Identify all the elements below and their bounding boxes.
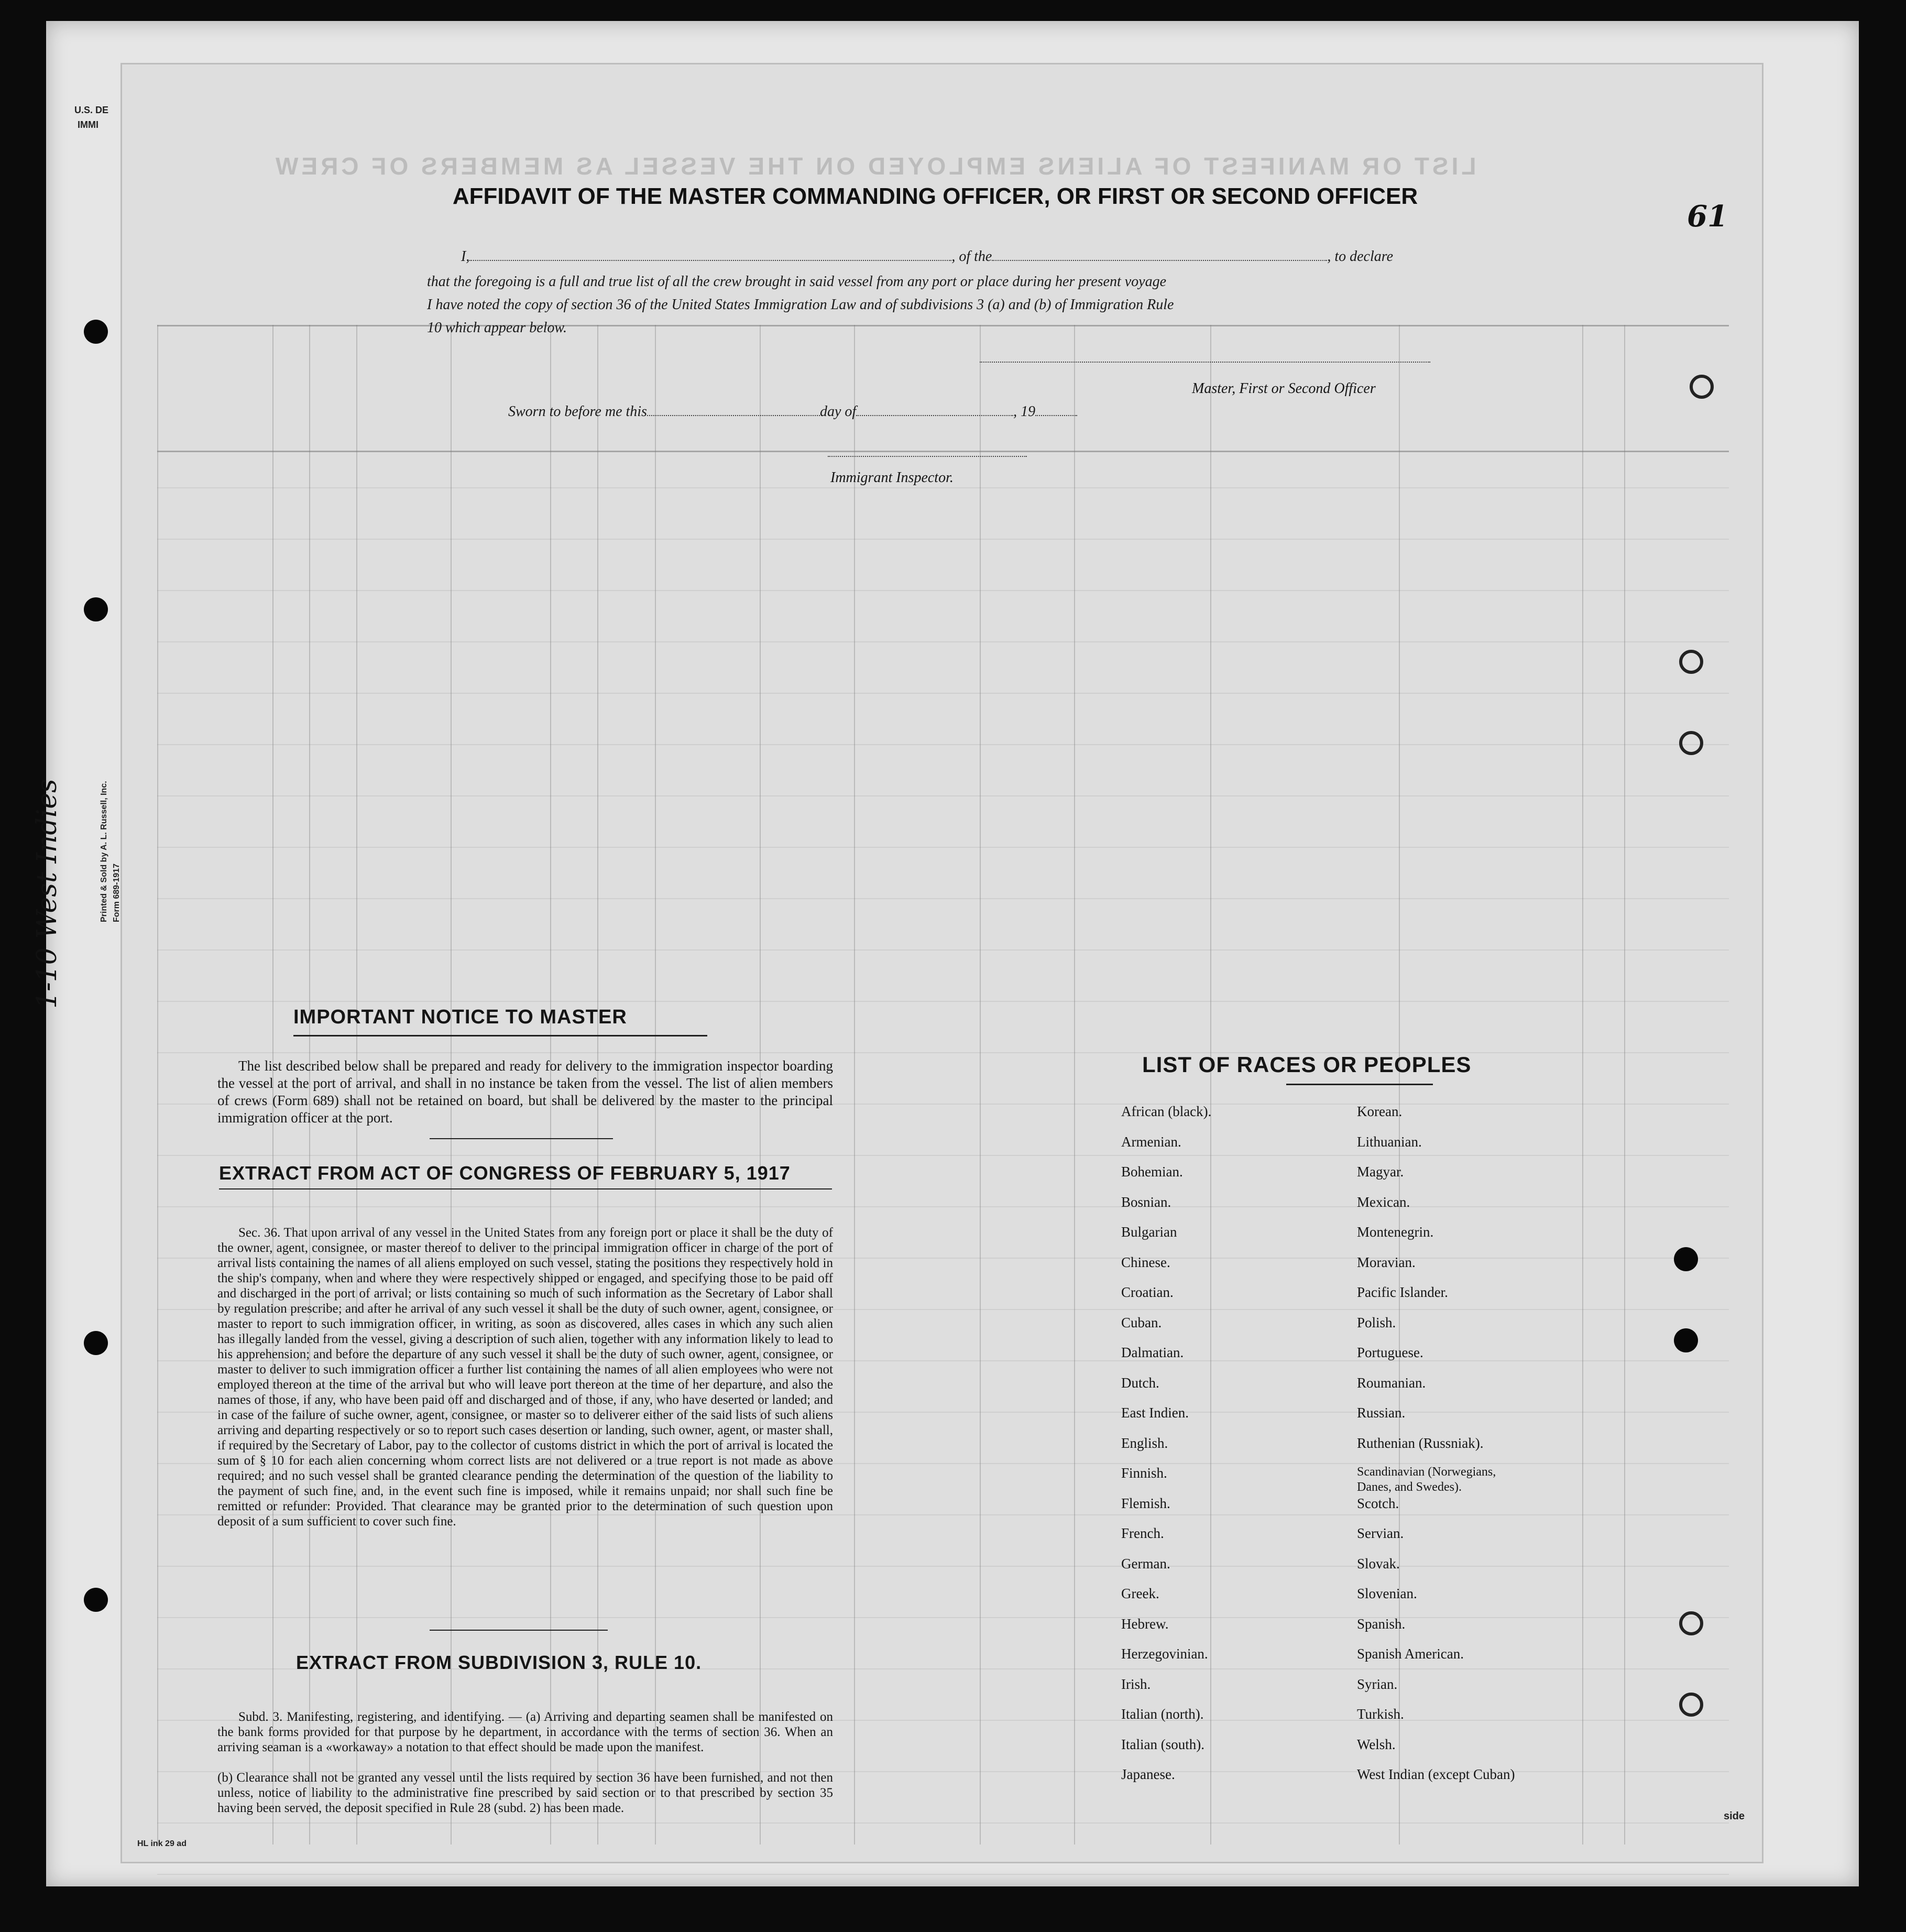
punch-hole [84,1331,108,1355]
ghost-row-line [157,898,1729,899]
punch-hole [1674,1247,1698,1271]
race-item: Korean. [1357,1104,1403,1119]
master-label: Master, First or Second Officer [1192,380,1376,397]
race-item: Polish. [1357,1314,1396,1330]
race-item: Ruthenian (Russniak). [1357,1435,1484,1451]
race-item: Finnish. [1121,1465,1167,1481]
ghost-row-line [157,693,1729,694]
race-item: Montenegrin. [1357,1224,1434,1240]
notice-heading-rule [293,1035,707,1036]
rule-text-b: (b) Clearance shall not be granted any vessel until the lists required by section 36 have been furnished, and not then unless, notice of liability to the administrative fine prescribed by said section or to that prescribed by section 35 having been served, the deposit specified in Rule 28 (subd. 2) has been made. [217,1771,833,1815]
race-item: Dalmatian. [1121,1345,1184,1360]
race-item: Irish. [1121,1676,1151,1692]
bottom-left-stamp: HL ink 29 ad [137,1839,187,1848]
race-item: Pacific Islander. [1357,1284,1448,1300]
bottom-right-fragment: side [1724,1810,1745,1822]
notice-heading: IMPORTANT NOTICE TO MASTER [293,1006,627,1028]
ghost-row-line [157,1822,1729,1824]
race-item: Magyar. [1357,1164,1404,1180]
race-item: Servian. [1357,1525,1404,1541]
races-right-column [1357,1104,1515,1797]
race-item: French. [1121,1525,1164,1541]
ghost-row-line [157,641,1729,642]
sworn-day-of: day of [819,403,857,420]
race-item: Flemish. [1121,1495,1170,1511]
affidavit-line-2: that the foregoing is a full and true list of all the crew brought in said vessel from any port or place during her present voyage [427,274,1167,290]
race-item: Roumanian. [1357,1374,1426,1391]
punch-hole [84,320,108,344]
race-item: African (black). [1121,1104,1212,1119]
ghost-row-line [157,744,1729,745]
punch-hole-ring [1679,731,1703,755]
sworn-day-blank [647,415,820,416]
race-item: Bosnian. [1121,1194,1171,1210]
inspector-label: Immigrant Inspector. [830,470,954,486]
sworn-month-blank [856,415,1013,416]
race-item: Greek. [1121,1586,1159,1601]
race-item: English. [1121,1435,1168,1451]
race-item: German. [1121,1555,1170,1571]
punch-hole-ring [1690,375,1714,399]
ghost-row-line [157,949,1729,951]
ghost-row-line [157,847,1729,848]
ghost-row-line [157,539,1729,540]
margin-stamp-2: IMMI [78,119,98,130]
sworn-year: , 19 [1013,403,1036,420]
affidavit-line-1 [461,248,1393,265]
race-item: Slovenian. [1357,1586,1417,1601]
punch-hole [84,597,108,621]
race-item: West Indian (except Cuban) [1357,1766,1515,1782]
race-item: East Indien. [1121,1405,1189,1421]
punch-hole-ring [1679,1611,1703,1635]
race-item: Spanish. [1357,1616,1406,1632]
race-item: Welsh. [1357,1736,1396,1752]
affidavit-line-4: 10 which appear below. [427,320,567,336]
affidavit-to-declare: , to declare [1327,248,1394,265]
vessel-name-blank [992,260,1327,261]
punch-hole [1674,1328,1698,1352]
race-item: Bohemian. [1121,1164,1183,1180]
affidavit-title: AFFIDAVIT OF THE MASTER COMMANDING OFFICER, OR FIRST OR SECOND OFFICER [452,183,1418,209]
rule-text-a: Subd. 3. Manifesting, registering, and identifying. — (a) Arriving and departing seamen shall be manifested on the bank forms provided for that purpose by he department, in accordance with the terms of section 36. When an arriving seaman is a «workaway» a notation to that effect should be made upon the manifest. [217,1710,833,1754]
act-heading-rule [219,1188,832,1189]
race-item: Danes, and Swedes). [1357,1480,1462,1494]
handwritten-annotation: 1-10 West Indies [31,779,63,1009]
race-item: Turkish. [1357,1706,1404,1722]
race-item: Cuban. [1121,1314,1162,1330]
race-item: Russian. [1357,1405,1406,1421]
race-item: Herzegovinian. [1121,1646,1208,1662]
rule-heading: EXTRACT FROM SUBDIVISION 3, RULE 10. [296,1652,702,1673]
race-item: Armenian. [1121,1133,1181,1150]
ghost-row-line [157,1001,1729,1002]
ghost-row-line [157,795,1729,796]
inspector-signature-line [828,456,1027,457]
race-item: Mexican. [1357,1194,1410,1210]
sworn-line [508,403,1077,420]
race-item: Syrian. [1357,1676,1398,1692]
act-text: Sec. 36. That upon arrival of any vessel in the United States from any foreign port or place it shall be the duty of the owner, agent, consignee, or master thereof to deliver to the principal immigration officer in charge of the port of arrival lists containing the names of all aliens employed on such vessel, stating the positions they respectively hold in the ship's company, when and where they were respectively shipped or engaged, and specifying those to be paid off and discharged in the port of arrival; or lists containing so much of such information as the Secretary of Labor shall by regulation prescribe; and after he arrival of any such vessel it shall be the duty of such owner, agent, consignee, or master to report to such immigration officer, in writing, as soon as discovered, alles cases in which any such alien has illegally landed from the vessel, giving a description of such alien, together with any information likely to lead to his apprehension; and before the departure of any such vessel it shall be the duty of such owner, agent, consignee, or master to deliver to such immigration officer a further list containing the names of all alien employees who were not employed thereon at the time of the arrival but who will leave port thereon at the time of her departure, and also the names of those, if any, who have been paid off and discharged and of those, if any, who have deserted or landed; and in case of the failure of suche owner, agent, consignee, or master so to deliverer either of the said lists of such aliens arriving and departing respectively or so to report such cases desertion or landing, such owner, agent, or master shall, if required by the Secretary of Labor, pay to the collector of customs district in which the port of arrival is located the sum of § 10 for each alien concerning whom correct lists are not delivered or a true report is not made as above required; and no such vessel shall be granted clearance pending the determination of the question of the liability to the payment of such fine, and, in the event such fine is imposed, while it remains unpaid; nor shall such fine be remitted or refunder: Provided. That clearance may be granted prior to the determination of such question upon deposit of a sum sufficient to cover such fine. [217,1226,833,1529]
punch-hole-ring [1679,1693,1703,1717]
race-item: Dutch. [1121,1374,1159,1391]
race-item: Spanish American. [1357,1646,1464,1662]
affidavit-of-the: , of the [951,248,992,265]
form-number: Form 689-1917 [112,863,121,922]
sworn-year-blank [1035,415,1077,416]
ghost-row-line [157,487,1729,488]
affidavit-i: I, [461,248,470,265]
bleed-through-title: LIST OR MANIFEST OF ALIENS EMPLOYED ON THE VESSEL AS MEMBERS OF CREW [272,152,1476,180]
race-item: Japanese. [1121,1766,1175,1782]
ghost-row-line [157,1874,1729,1875]
act-divider [430,1630,608,1631]
race-item: Slovak. [1357,1555,1400,1571]
race-item: Croatian. [1121,1284,1174,1300]
ghost-row-line [157,1052,1729,1053]
race-item: Lithuanian. [1357,1133,1422,1150]
notice-text: The list described below shall be prepared and ready for delivery to the immigration inspector boarding the vessel at the port of arrival, and shall in no instance be taken from the vessel. The list of alien members of crews (Form 689) shall not be retained on board, but shall be delivered by the master to the principal immigration officer at the port. [217,1058,833,1126]
race-item: Portuguese. [1357,1345,1423,1360]
master-signature-line [980,362,1430,363]
sworn-text: Sworn to before me this [508,403,647,420]
margin-stamp: U.S. DE [74,105,109,115]
act-heading: EXTRACT FROM ACT OF CONGRESS OF FEBRUARY 5, 1917 [219,1162,791,1184]
race-item: Italian (north). [1121,1706,1204,1722]
race-item: Italian (south). [1121,1736,1204,1752]
race-item: Chinese. [1121,1254,1170,1270]
punch-hole [84,1588,108,1612]
ghost-row-line [157,590,1729,591]
races-heading: LIST OF RACES OR PEOPLES [1142,1052,1472,1077]
printer-credit: Printed & Sold by A. L. Russell, Inc. [100,781,108,922]
races-heading-rule [1286,1084,1433,1085]
race-item: Hebrew. [1121,1616,1169,1632]
race-item: Scandinavian (Norwegians, [1357,1465,1496,1479]
race-item: Bulgarian [1121,1224,1177,1240]
race-item: Scotch. [1357,1495,1399,1511]
master-name-blank [469,260,951,261]
races-left-column [1121,1104,1211,1797]
affidavit-line-3: I have noted the copy of section 36 of the United States Immigration Law and of subdivisions 3 (a) and (b) of Immigration Rule [427,297,1174,313]
race-item: Moravian. [1357,1254,1416,1270]
notice-divider [430,1138,613,1139]
punch-hole-ring [1679,650,1703,674]
page-number: 61 [1687,199,1728,234]
